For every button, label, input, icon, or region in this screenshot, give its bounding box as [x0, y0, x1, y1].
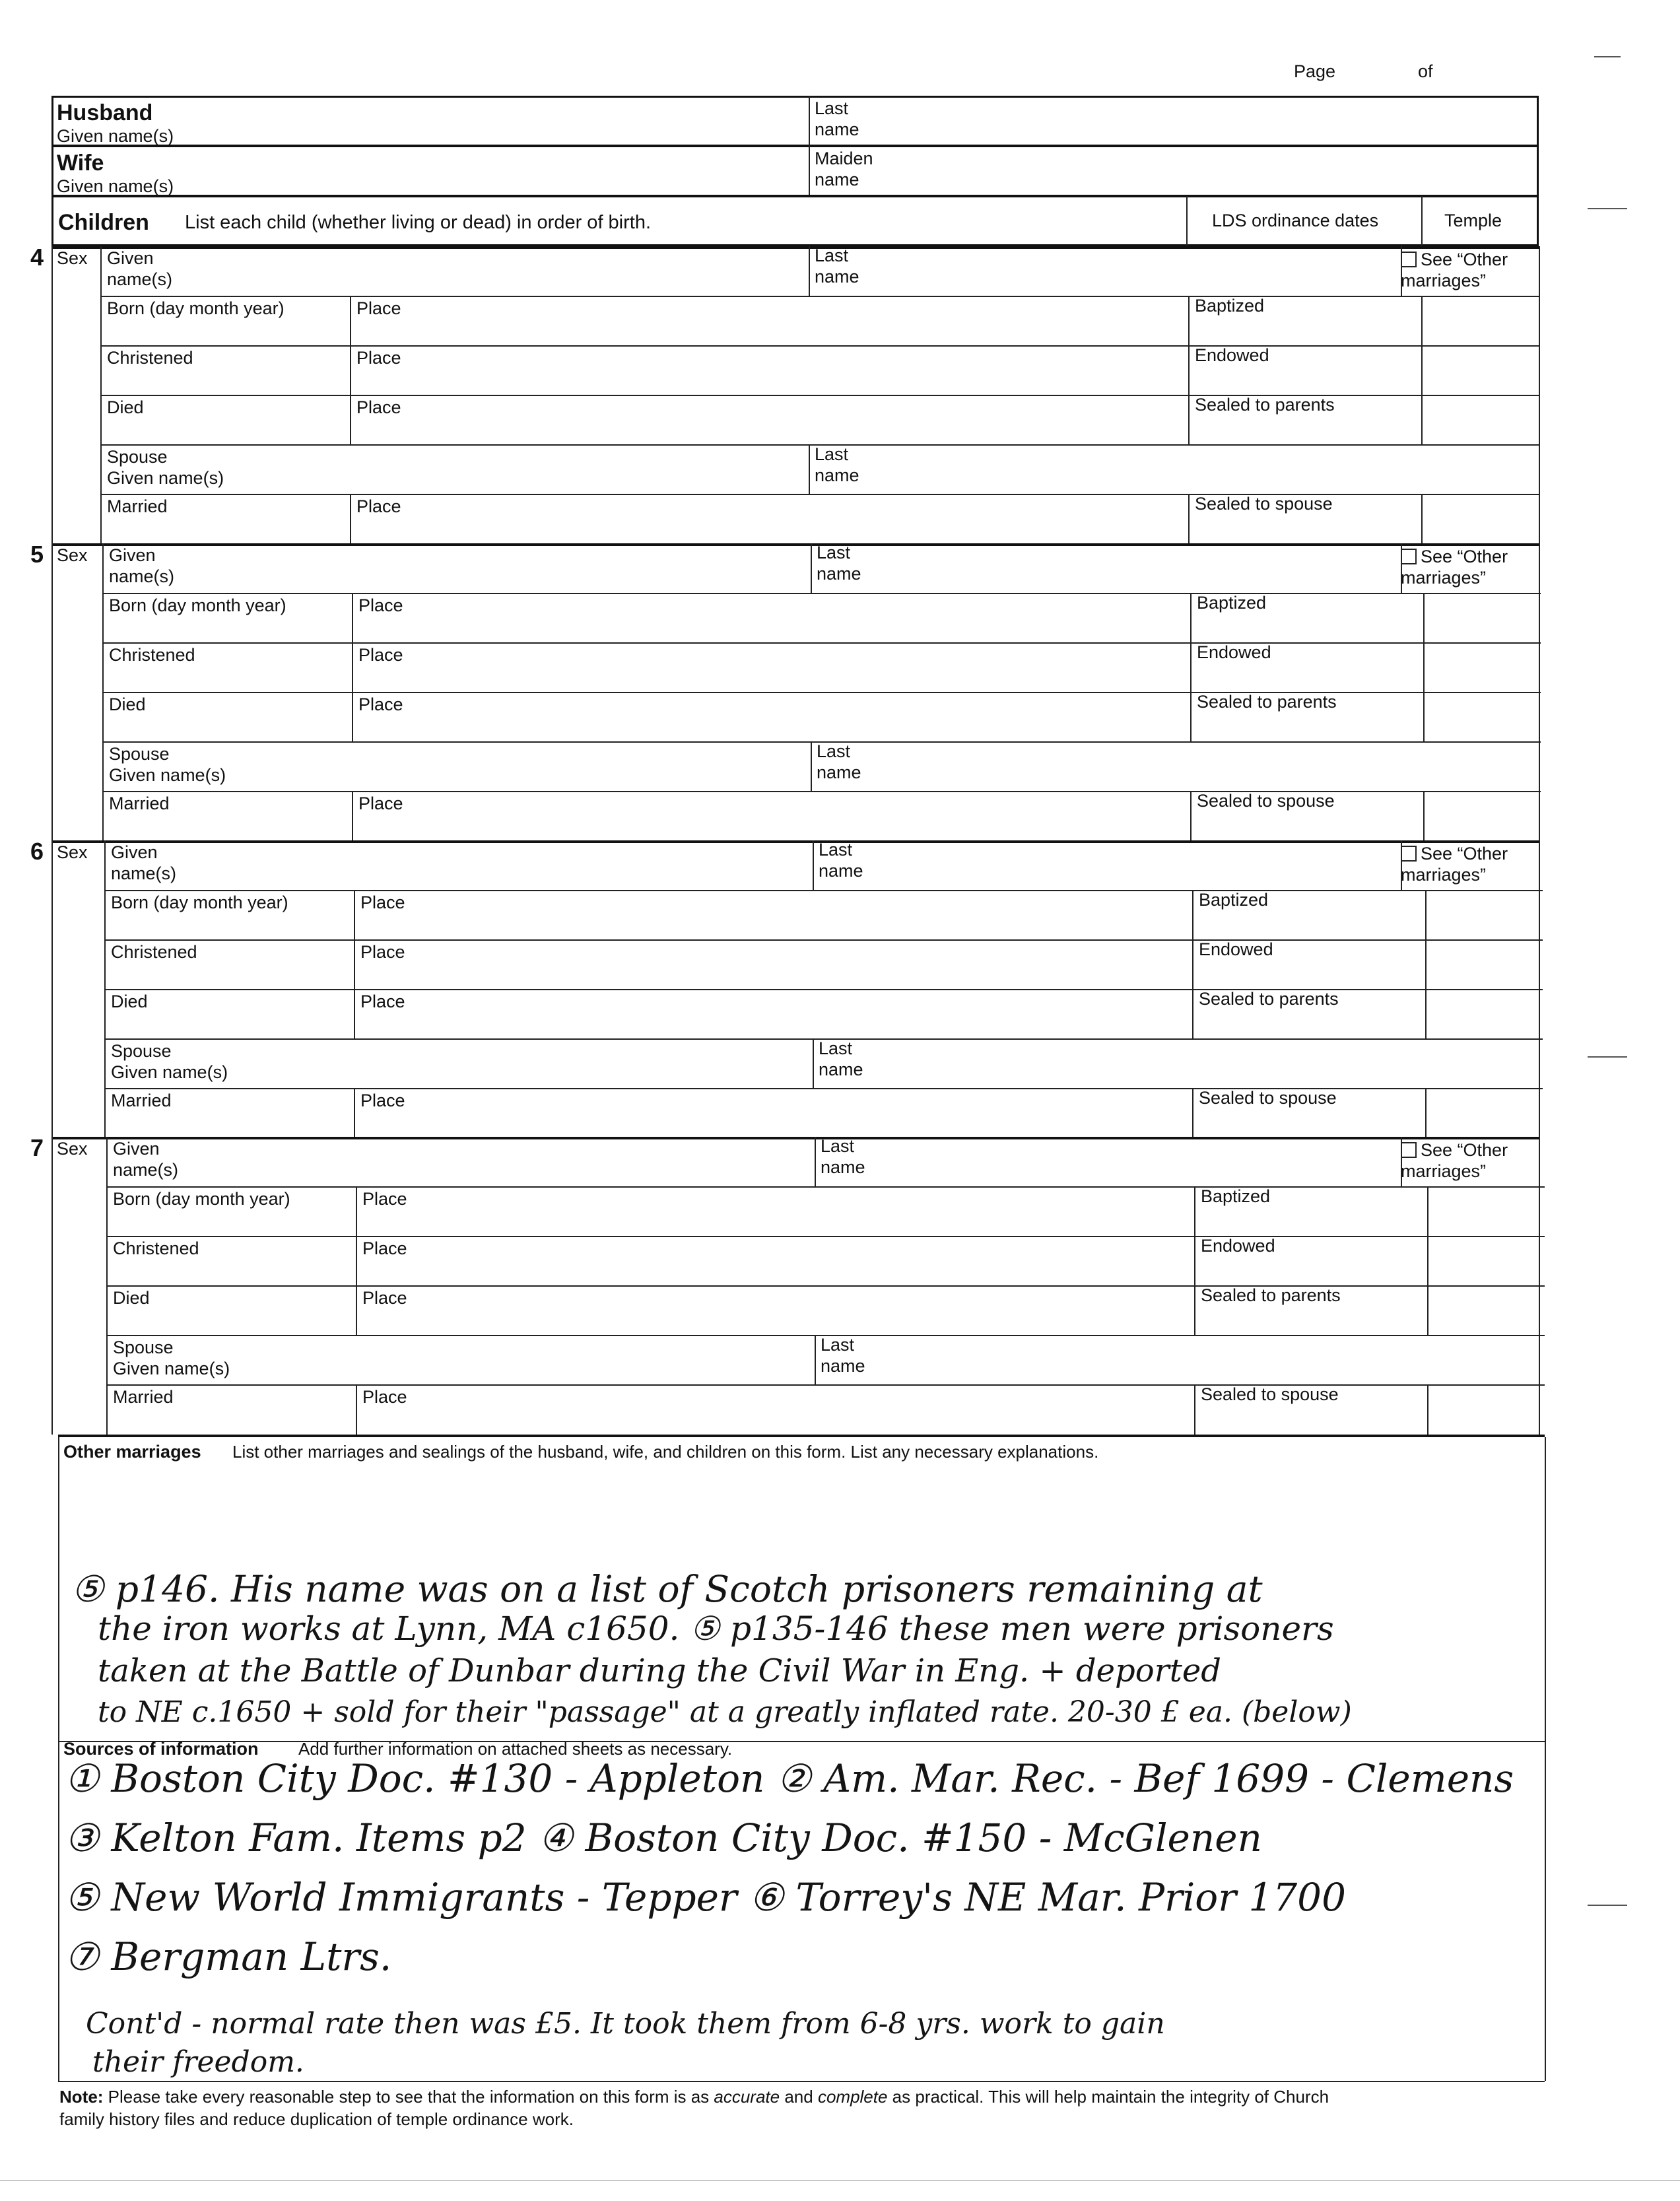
sources-divider [58, 1741, 1545, 1742]
christened-place-label: Place [356, 348, 401, 368]
of-label: of [1418, 61, 1433, 81]
born-place-label: Place [358, 595, 403, 615]
died-place-label: Place [358, 694, 403, 714]
see-other-checkbox[interactable] [1401, 846, 1417, 862]
born-place-label: Place [362, 1189, 407, 1209]
scan-mark [1588, 208, 1627, 209]
child-place-divider [356, 1186, 357, 1335]
child-top-rule [51, 246, 1539, 249]
child-left-border [51, 1137, 53, 1435]
child-left-border [51, 840, 53, 1138]
spouse-last-label: Last name [821, 1335, 865, 1376]
child-born-rule [104, 939, 1543, 941]
husband-last-label: Last name [815, 98, 859, 139]
other-marriages-note-4: to NE c.1650 + sold for their "passage" at a greatly inflated rate. 20-30 £ ea. (below) [98, 1695, 1352, 1729]
children-instruction: List each child (whether living or dead) in order of birth. [185, 212, 652, 233]
child-lds-divider [1190, 593, 1192, 741]
scan-mark [1588, 1905, 1627, 1906]
see-other-checkbox[interactable] [1401, 549, 1417, 564]
source-line-3: ⑤ New World Immigrants - Tepper ⑥ Torrey's NE Mar. Prior 1700 [65, 1875, 1346, 1920]
christened-place-label: Place [358, 645, 403, 665]
baptized-label: Baptized [1201, 1186, 1271, 1206]
child-right-border [1539, 246, 1540, 544]
child-last-divider [811, 543, 812, 593]
child-left-border [51, 543, 53, 841]
sealed-to-spouse-label: Sealed to spouse [1199, 1088, 1337, 1108]
sex-label: Sex [57, 842, 88, 862]
child-temple-divider [1427, 1186, 1428, 1335]
last-name-label: Last name [819, 840, 863, 881]
source-continued-1: Cont'd - normal rate then was £5. It took them from 6-8 yrs. work to gain [86, 2007, 1165, 2041]
spouse-last-label: Last name [819, 1038, 863, 1079]
born-label: Born (day month year) [107, 298, 285, 318]
other-marriages-title: Other marriages [63, 1442, 201, 1462]
child-married-lds-divider [1194, 1384, 1195, 1435]
see-other-label: See “Other marriages” [1401, 1140, 1508, 1181]
child-married-temple-divider [1421, 494, 1423, 544]
spouse-label: Spouse Given name(s) [113, 1338, 230, 1378]
child-name-rule [100, 296, 1539, 297]
given-name-label: Given name(s) [109, 545, 175, 586]
sources-instruction: Add further information on attached sheets as necessary. [298, 1739, 733, 1759]
born-place-label: Place [360, 893, 405, 912]
married-place-label: Place [360, 1091, 405, 1110]
source-line-1: ① Boston City Doc. #130 - Appleton ② Am. Mar. Rec. - Bef 1699 - Clemens [65, 1756, 1514, 1801]
child-lds-divider [1188, 296, 1190, 444]
child-place-divider [354, 890, 355, 1038]
see-other-marriages [1401, 249, 1508, 291]
endowed-label: Endowed [1197, 642, 1271, 662]
married-label: Married [111, 1091, 172, 1110]
child-number: 4 [30, 244, 44, 271]
child-last-divider [809, 246, 810, 296]
child-temple-divider [1425, 890, 1427, 1038]
sealed-to-parents-label: Sealed to parents [1199, 989, 1339, 1009]
child-number: 7 [30, 1134, 44, 1161]
temple-label: Temple [1444, 211, 1502, 230]
endowed-label: Endowed [1199, 939, 1273, 959]
sealed-to-spouse-label: Sealed to spouse [1195, 494, 1333, 514]
spouse-label: Spouse Given name(s) [109, 744, 226, 785]
child-spouse-last-divider [811, 741, 812, 791]
christened-label: Christened [113, 1238, 199, 1258]
given-name-label: Given name(s) [113, 1139, 179, 1180]
scan-mark [1588, 1056, 1627, 1058]
children-bottom-rule [58, 1435, 1545, 1437]
child-married-place-divider [354, 1088, 355, 1138]
child-spouse-last-divider [815, 1335, 816, 1384]
given-name-label: Given name(s) [107, 248, 173, 289]
other-marriages-note-3: taken at the Battle of Dunbar during the Civil War in Eng. + deported [98, 1652, 1222, 1689]
see-other-marriages [1401, 546, 1508, 588]
christened-place-label: Place [360, 942, 405, 962]
last-name-label: Last name [821, 1136, 865, 1177]
sealed-to-parents-label: Sealed to parents [1201, 1285, 1341, 1305]
child-spouse-last-divider [809, 444, 810, 494]
christened-place-label: Place [362, 1238, 407, 1258]
source-continued-2: their freedom. [92, 2045, 304, 2079]
sex-label: Sex [57, 248, 88, 268]
child-spouse-last-divider [813, 1038, 814, 1088]
child-lds-divider [1192, 890, 1193, 1038]
spouse-last-label: Last name [815, 444, 859, 485]
spouse-label: Spouse Given name(s) [111, 1041, 228, 1082]
scan-edge [0, 2180, 1680, 2181]
child-temple-divider [1421, 296, 1423, 444]
source-line-4: ⑦ Bergman Ltrs. [65, 1934, 392, 1979]
other-marriages-instruction: List other marriages and sealings of the husband, wife, and children on this form. List any necessary explanations. [232, 1442, 1099, 1462]
child-name-rule [104, 890, 1543, 891]
child-place-divider [350, 296, 351, 444]
note-paragraph: Note: Please take every reasonable step to see that the information on this form is as accurate and complete as practical. This will help maintain the integrity of Church [59, 2087, 1329, 2107]
page-label: Page [1294, 61, 1336, 81]
died-place-label: Place [356, 397, 401, 417]
born-label: Born (day month year) [109, 595, 286, 615]
child-married-place-divider [356, 1384, 357, 1435]
husband-title: Husband [57, 100, 153, 125]
child-temple-divider [1423, 593, 1425, 741]
last-name-label: Last name [815, 246, 859, 287]
lds-ordinance-label: LDS ordinance dates [1212, 211, 1379, 230]
see-other-label: See “Other marriages” [1401, 547, 1508, 588]
child-last-divider [815, 1137, 816, 1186]
baptized-label: Baptized [1195, 296, 1265, 316]
sealed-to-spouse-label: Sealed to spouse [1197, 791, 1335, 811]
died-label: Died [109, 694, 146, 714]
other-marriages-note-1: ⑤ p146. His name was on a list of Scotch prisoners remaining at [71, 1568, 1263, 1610]
born-place-label: Place [356, 298, 401, 318]
last-name-label: Last name [817, 543, 861, 584]
given-name-label: Given name(s) [111, 842, 177, 883]
married-label: Married [109, 794, 170, 813]
child-last-divider [813, 840, 814, 890]
married-place-label: Place [356, 496, 401, 516]
lower-bottom-border [58, 2081, 1545, 2082]
christened-label: Christened [109, 645, 195, 665]
wife-maiden-label: Maiden name [815, 149, 873, 189]
sealed-to-parents-label: Sealed to parents [1195, 395, 1335, 415]
child-born-rule [102, 642, 1541, 644]
endowed-label: Endowed [1201, 1236, 1275, 1256]
child-lds-divider [1194, 1186, 1195, 1335]
child-born-rule [100, 345, 1539, 347]
child-married-temple-divider [1423, 791, 1425, 841]
sex-label: Sex [57, 1139, 88, 1159]
see-other-label: See “Other marriages” [1401, 844, 1508, 885]
christened-label: Christened [107, 348, 193, 368]
endowed-label: Endowed [1195, 345, 1269, 365]
died-place-label: Place [360, 992, 405, 1011]
child-name-rule [102, 593, 1541, 594]
child-name-rule [106, 1186, 1545, 1188]
sources-title: Sources of information [63, 1739, 259, 1759]
lower-left-border [58, 1437, 59, 2081]
married-label: Married [107, 496, 168, 516]
child-married-lds-divider [1188, 494, 1190, 544]
source-line-2: ③ Kelton Fam. Items p2 ④ Boston City Doc. #150 - McGlenen [65, 1815, 1262, 1860]
baptized-label: Baptized [1197, 593, 1267, 613]
scan-mark [1594, 56, 1621, 57]
child-married-temple-divider [1427, 1384, 1428, 1435]
married-label: Married [113, 1387, 174, 1407]
child-married-temple-divider [1425, 1088, 1427, 1138]
see-other-label: See “Other marriages” [1401, 250, 1508, 290]
lower-right-border [1545, 1437, 1546, 2081]
sealed-to-spouse-label: Sealed to spouse [1201, 1384, 1339, 1404]
married-place-label: Place [358, 794, 403, 813]
baptized-label: Baptized [1199, 890, 1269, 910]
died-label: Died [111, 992, 148, 1011]
sex-label: Sex [57, 545, 88, 565]
child-married-place-divider [350, 494, 351, 544]
child-married-lds-divider [1192, 1088, 1193, 1138]
child-top-rule [51, 543, 1539, 546]
born-label: Born (day month year) [111, 893, 288, 912]
child-top-rule [51, 840, 1539, 843]
christened-label: Christened [111, 942, 197, 962]
children-title: Children [58, 210, 149, 235]
sealed-to-parents-label: Sealed to parents [1197, 692, 1337, 712]
child-married-lds-divider [1190, 791, 1192, 841]
note-label: Note: [59, 2087, 104, 2107]
child-born-rule [106, 1236, 1545, 1237]
child-number: 5 [30, 541, 44, 568]
wife-title: Wife [57, 151, 104, 176]
born-label: Born (day month year) [113, 1189, 290, 1209]
see-other-marriages [1401, 843, 1508, 885]
died-place-label: Place [362, 1288, 407, 1308]
married-place-label: Place [362, 1387, 407, 1407]
see-other-checkbox[interactable] [1401, 1142, 1417, 1158]
husband-given-label: Given name(s) [57, 126, 174, 146]
see-other-marriages [1401, 1139, 1508, 1182]
child-top-rule [51, 1137, 1539, 1139]
spouse-last-label: Last name [817, 741, 861, 782]
child-place-divider [352, 593, 353, 741]
died-label: Died [107, 397, 144, 417]
wife-given-label: Given name(s) [57, 176, 174, 196]
child-left-border [51, 246, 53, 544]
see-other-checkbox[interactable] [1401, 252, 1417, 267]
spouse-label: Spouse Given name(s) [107, 447, 224, 488]
note-paragraph-2: family history files and reduce duplication of temple ordinance work. [59, 2109, 574, 2129]
died-label: Died [113, 1288, 150, 1308]
child-number: 6 [30, 838, 44, 865]
other-marriages-note-2: the iron works at Lynn, MA c1650. ⑤ p135-146 these men were prisoners [98, 1609, 1334, 1648]
child-married-place-divider [352, 791, 353, 841]
